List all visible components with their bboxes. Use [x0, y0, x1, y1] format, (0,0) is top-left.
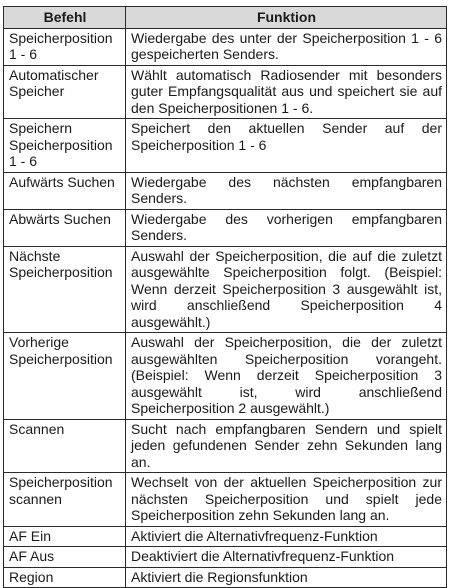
table-row: [4, 333, 447, 420]
table-row: [4, 526, 447, 547]
command-table: [3, 6, 447, 588]
column-header-function: Funktion: [126, 7, 447, 29]
function-cell: Aktiviert die Alternativfrequenz-Funktion: [126, 526, 447, 547]
command-cell: Automatischer Speicher: [4, 65, 126, 119]
column-header-command: Befehl: [4, 7, 126, 29]
function-cell: Speichert den aktuellen Sender auf der Speicherposition 1 - 6: [126, 119, 447, 173]
function-cell: Auswahl der Speicherposition, die auf die zuletzt ausgewählte Speicherposition folgt. (Beispiel: Wenn derzeit Speicherposition 3 ausgewählt ist, wird anschließend Speicherposition 4 ausgewählt.): [126, 246, 447, 333]
command-cell: Speichern Speicherposition 1 - 6: [4, 119, 126, 173]
command-cell: Region: [4, 567, 126, 588]
command-cell: Aufwärts Suchen: [4, 172, 126, 209]
command-cell: Speicherposition 1 - 6: [4, 28, 126, 65]
table-row: [4, 28, 447, 65]
command-cell: Scannen: [4, 419, 126, 473]
table-row: [4, 567, 447, 588]
function-cell: Auswahl der Speicherposition, die der zuletzt ausgewählten Speicherposition vorangeht. (Beispiel: Wenn derzeit Speicherposition 3 ausgewählt ist, wird anschließend Speicherposition 2 ausgewählt.): [126, 333, 447, 420]
table-row: [4, 209, 447, 246]
table-row: [4, 547, 447, 568]
function-cell: Wählt automatisch Radiosender mit besonders guter Empfangsqualität aus und speichert sie auf den Speicherpositionen 1 - 6.: [126, 65, 447, 119]
function-cell: Deaktiviert die Alternativfrequenz-Funktion: [126, 547, 447, 568]
table-row: [4, 65, 447, 119]
function-cell: Sucht nach empfangbaren Sendern und spielt jeden gefundenen Sender zehn Sekunden lang an.: [126, 419, 447, 473]
function-cell: Wechselt von der aktuellen Speicherposition zur nächsten Speicherposition und spielt jede Speicherposition zehn Sekunden lang an.: [126, 473, 447, 527]
function-cell: Wiedergabe des vorherigen empfangbaren Senders.: [126, 209, 447, 246]
function-cell: Wiedergabe des nächsten empfangbaren Senders.: [126, 172, 447, 209]
command-cell: Vorherige Speicherposition: [4, 333, 126, 420]
command-cell: Speicherposition scannen: [4, 473, 126, 527]
header-row: [4, 7, 447, 29]
function-cell: Aktiviert die Regionsfunktion: [126, 567, 447, 588]
command-cell: AF Ein: [4, 526, 126, 547]
table-row: [4, 119, 447, 173]
command-cell: AF Aus: [4, 547, 126, 568]
command-cell: Abwärts Suchen: [4, 209, 126, 246]
table-row: [4, 473, 447, 527]
table-row: [4, 172, 447, 209]
table-row: [4, 419, 447, 473]
function-cell: Wiedergabe des unter der Speicherposition 1 - 6 gespeicherten Senders.: [126, 28, 447, 65]
command-cell: Nächste Speicherposition: [4, 246, 126, 333]
table-row: [4, 246, 447, 333]
